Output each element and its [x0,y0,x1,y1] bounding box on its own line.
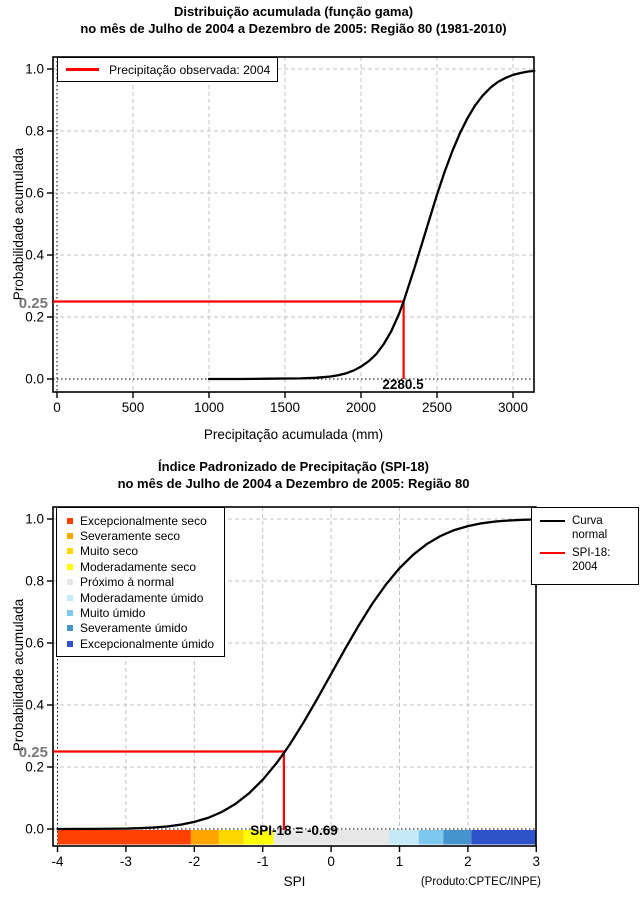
x-tick-label: -4 [51,854,64,869]
x-tick-label: 2000 [345,400,377,415]
category-legend [56,507,225,657]
category-label: Moderadamente seco [80,559,197,574]
panel2-x-axis-label: SPI [283,874,306,889]
observed-guide-line [53,752,284,831]
x-tick-label: 3 [532,854,541,869]
category-swatch-icon [67,548,73,554]
y-tick-label: 0.8 [25,573,44,589]
panel1-y-axis-label: Probabilidade acumulada [11,147,26,301]
category-label: Muito seco [80,544,139,559]
category-legend-item [64,513,218,528]
category-swatch-icon [67,533,73,539]
x-tick-label: 2 [464,854,472,869]
y-tick-label: 0.6 [25,635,44,651]
x-tick-label: 3000 [497,400,529,415]
category-label: Próximo à normal [80,575,175,590]
x-tick-label: -1 [256,854,269,869]
line-sample [540,552,565,554]
product-credit: (Produto:CPTEC/INPE) [420,876,541,888]
y-tick-label: 1.0 [25,61,44,77]
y-tick-label: 0.2 [25,759,44,775]
y-tick-label: 0.0 [25,821,44,837]
colorbar-segment [443,830,471,845]
y-tick-label: 0.0 [25,371,44,387]
category-label: Excepcionalmente úmido [80,636,215,651]
y-tick-label: 0.6 [25,185,44,201]
category-label: Severamente seco [80,529,181,544]
x-tick-label: 1000 [193,400,225,415]
colorbar-segment [58,830,191,845]
category-swatch-icon [67,610,73,616]
category-legend-item [64,575,218,590]
curve-legend-item [538,514,633,542]
y-tick-label: 0.4 [25,247,44,263]
plot-border [53,57,534,392]
red-line-sample [66,68,99,71]
panel1-legend [57,57,278,82]
x-tick-label: -2 [188,854,201,869]
category-label: Muito úmido [80,606,146,621]
category-swatch-icon [67,518,73,524]
curve-legend-label: SPI-18: 2004 [572,547,611,573]
category-swatch-icon [67,625,73,631]
x-tick-label: -3 [119,854,132,869]
y-tick-label: 0.8 [25,123,44,139]
panel1-legend-label: Precipitação observada: 2004 [109,62,271,77]
panel1-title [0,4,587,37]
x-tick-label: 2500 [421,400,453,415]
category-label: Moderadamente úmido [80,590,204,605]
x-tick-label: 1500 [269,400,301,415]
colorbar-segment [419,830,444,845]
category-legend-item [64,621,218,636]
panel1-precip-value-label: 2280.5 [382,377,424,392]
panel1-title-line2: no mês de Julho de 2004 a Dezembro de 2005: Região 80 (1981-2010) [80,20,507,36]
panel2-title-line2: no mês de Julho de 2004 a Dezembro de 2005: Região 80 [117,475,470,491]
x-tick-label: 500 [121,400,145,415]
panel1-title-line1: Distribuição acumulada (função gama) [173,4,414,19]
x-tick-label: 0 [53,400,61,415]
curve-legend [531,507,639,585]
x-tick-label: 0 [327,854,335,869]
category-swatch-icon [67,641,73,647]
panel1-probability-label: 0.25 [18,295,48,312]
category-swatch-icon [67,564,73,570]
panel2-title [0,459,587,492]
gamma-cdf-curve [209,71,534,379]
category-legend-item [64,605,218,620]
category-legend-item [64,544,218,559]
panel2-probability-label: 0.25 [18,744,48,761]
colorbar-segment [389,830,419,845]
category-label: Severamente úmido [80,621,188,636]
observed-guide-line [53,302,404,380]
y-tick-label: 0.4 [25,697,44,713]
panel2-title-line1: Índice Padronizado de Precipitação (SPI-18) [158,459,429,474]
panel2-y-axis-label: Probabilidade acumulada [11,598,26,752]
y-tick-label: 1.0 [25,511,44,527]
category-swatch-icon [67,595,73,601]
category-legend-item [64,559,218,574]
curve-legend-label: Curva normal [572,515,608,541]
line-sample [540,520,565,522]
x-tick-label: 1 [395,854,404,869]
y-tick-label: 0.2 [25,309,44,325]
category-legend-item [64,590,218,605]
category-swatch-icon [67,579,73,585]
panel1-x-axis-label: Precipitação acumulada (mm) [203,427,384,442]
spi-value-annotation: SPI-18 = -0.69 [250,823,338,838]
category-legend-item [64,636,218,651]
category-legend-item [64,528,218,543]
category-label: Excepcionalmente seco [80,513,207,528]
curve-legend-item [538,546,633,574]
colorbar-segment [471,830,536,845]
